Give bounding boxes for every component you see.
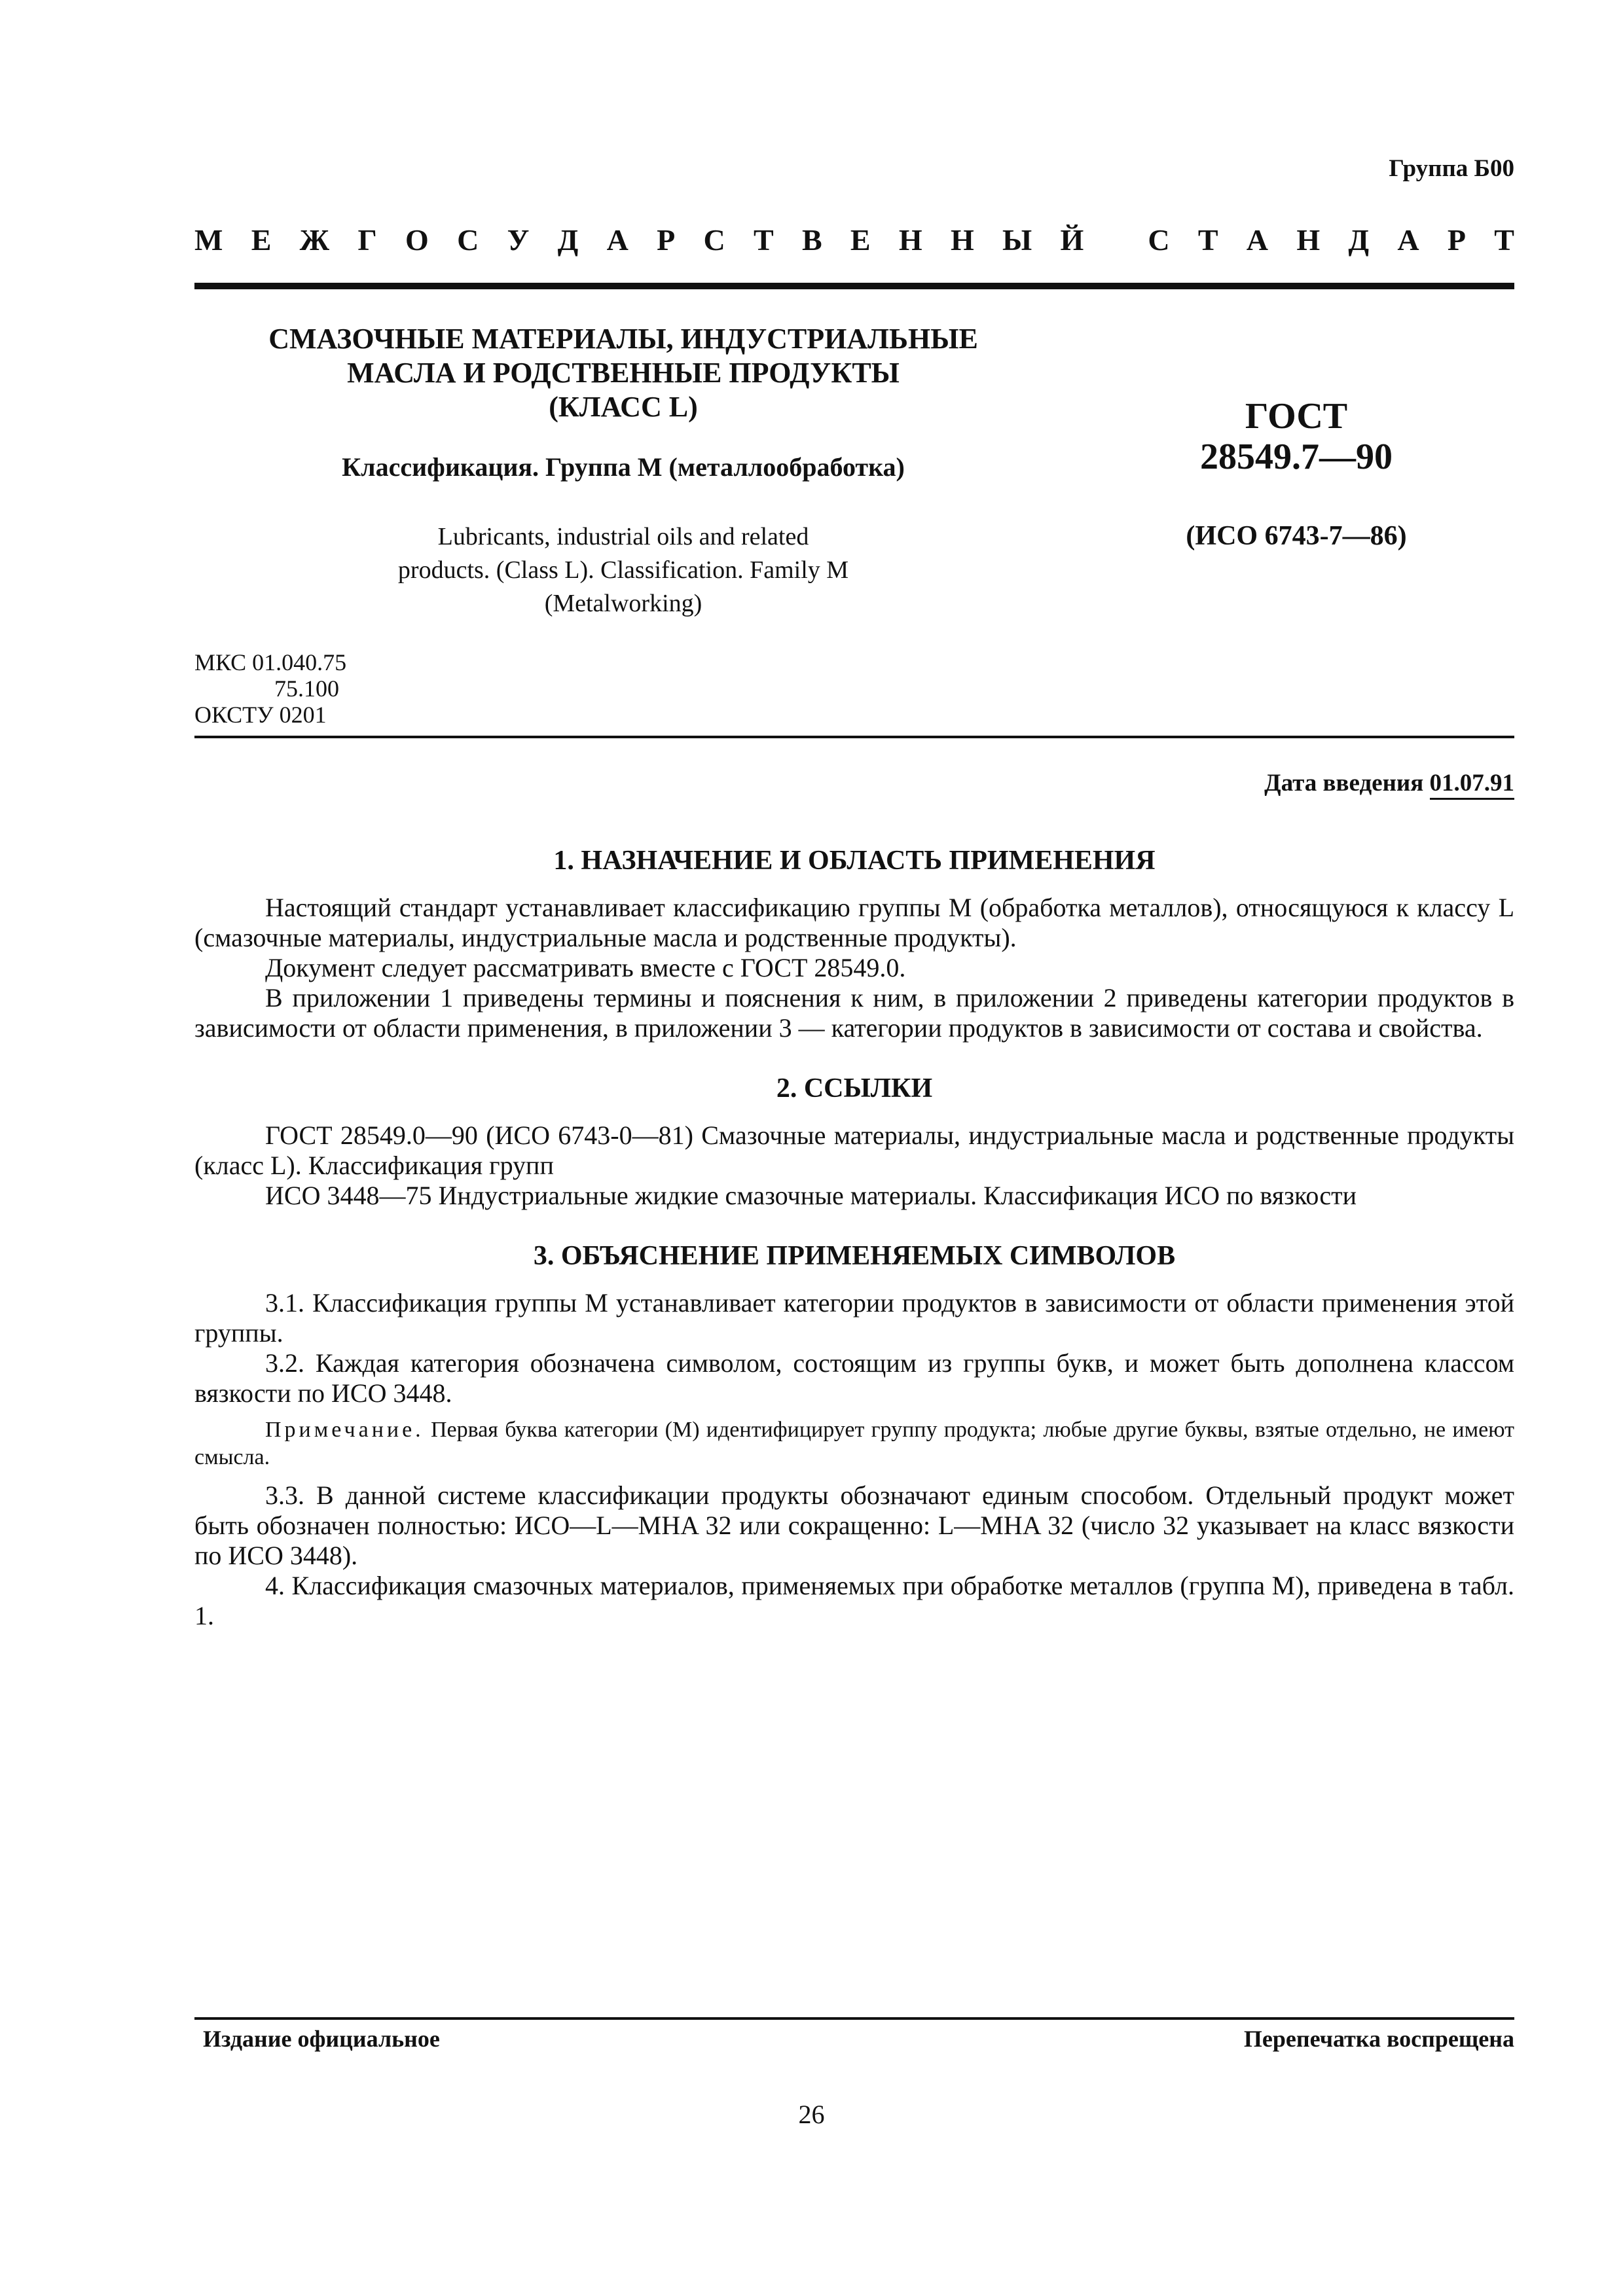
mks-code-2: 75.100 [274,675,339,702]
heading-letter: В [801,223,822,257]
gost-label: ГОСТ [1245,396,1348,437]
reprint-prohibited: Перепечатка воспрещена [1243,2026,1514,2052]
section-2-paragraph-2: ИСО 3448—75 Индустриальные жидкие смазочные материалы. Классификация ИСО по вязкости [265,1181,1357,1210]
heading-letter: Ж [299,223,330,257]
footer-rule [194,2017,1514,2020]
official-edition: Издание официальное [203,2026,440,2052]
interstate-standard-heading [194,223,1514,257]
heading-letter: Г [357,223,377,257]
note-text: Первая буква категории (М) идентифицирует группу продукта; любые другие буквы, взятые отдельно, не имеют смысла. [194,1418,1514,1469]
heading-letter: Ы [1002,223,1032,257]
english-title-line-3: (Metalworking) [544,590,702,617]
heading-letter: С [1148,223,1170,257]
section-1-paragraph-2: Документ следует рассматривать вместе с ГОСТ 28549.0. [265,953,906,982]
page-number: 26 [798,2100,825,2129]
heading-letter: Е [850,223,871,257]
heading-letter: Н [950,223,974,257]
codes-rule [194,736,1514,738]
english-title-line-2: products. (Class L). Classification. Family M [397,556,849,584]
section-3-paragraph-3: 3.3. В данной системе классификации продукты обозначают единым способом. Отдельный продукт может быть обозначен полностью: ИСО—L—MHA 32 или сокращенно: L—MHA 32 (число 32 указывает на класс вязкости по ИСО 3448). [194,1480,1514,1570]
heading-letter: У [507,223,530,257]
date-label: Дата введения [1264,770,1430,797]
heading-letter: Н [898,223,922,257]
header-rule [194,283,1514,289]
heading-letter: Т [1197,223,1218,257]
title-line-3: (КЛАСС L) [549,391,698,423]
title-line-2: МАСЛА И РОДСТВЕННЫЕ ПРОДУКТЫ [347,357,900,389]
gost-code: 28549.7—90 [1200,437,1393,477]
title-line-1: СМАЗОЧНЫЕ МАТЕРИАЛЫ, ИНДУСТРИАЛЬНЫЕ [268,323,978,355]
heading-letter: А [606,223,629,257]
date-value: 01.07.91 [1430,770,1515,800]
heading-letter: Д [1348,223,1370,257]
okstu-code: ОКСТУ 0201 [194,702,327,728]
classification-codes [194,649,346,728]
section-3-paragraph-2: 3.2. Каждая категория обозначена символом, состоящим из группы букв, и может быть дополнена классом вязкости по ИСО 3448. [194,1348,1514,1408]
heading-letter: А [1397,223,1419,257]
section-1-title: 1. НАЗНАЧЕНИЕ И ОБЛАСТЬ ПРИМЕНЕНИЯ [553,846,1156,876]
heading-letter: О [405,223,429,257]
document-body [194,846,1514,1631]
heading-letter: Д [557,223,579,257]
heading-letter: Р [657,223,676,257]
section-3-title: 3. ОБЪЯСНЕНИЕ ПРИМЕНЯЕМЫХ СИМВОЛОВ [533,1241,1176,1271]
heading-letter: М [194,223,223,257]
section-2-paragraph-1: ГОСТ 28549.0—90 (ИСО 6743-0—81) Смазочные материалы, индустриальные масла и родственные продукты (класс L). Классификация групп [194,1121,1514,1180]
heading-letter: Н [1296,223,1321,257]
iso-number: (ИСО 6743-7—86) [1186,521,1407,551]
heading-letter: Й [1060,223,1084,257]
heading-letter: Р [1447,223,1466,257]
heading-letter: А [1246,223,1269,257]
document-title [194,322,1052,424]
section-2-title: 2. ССЫЛКИ [776,1073,933,1103]
mks-code-1: МКС 01.040.75 [194,649,347,675]
document-subtitle: Классификация. Группа М (металлообработка) [342,452,905,482]
english-title-line-1: Lubricants, industrial oils and related [437,523,809,550]
heading-letter [1112,223,1120,257]
gost-number [1080,396,1512,477]
english-title [194,520,1052,620]
group-label: Группа Б00 [1389,155,1514,182]
heading-letter: Т [1494,223,1514,257]
heading-letter: Т [753,223,774,257]
note [194,1416,1514,1471]
heading-letter: Е [251,223,272,257]
section-3-paragraph-1: 3.1. Классификация группы М устанавливает категории продуктов в зависимости от области применения этой группы. [194,1288,1514,1348]
introduction-date [1264,769,1514,797]
heading-letter: С [457,223,479,257]
section-1-paragraph-3: В приложении 1 приведены термины и пояснения к ним, в приложении 2 приведены категории продуктов в зависимости от области применения, в приложении 3 — категории продуктов в зависимости от состава и свойства. [194,983,1514,1043]
section-1-paragraph-1: Настоящий стандарт устанавливает классификацию группы М (обработка металлов), относящуюся к классу L (смазочные материалы, индустриальные масла и родственные продукты). [194,893,1514,952]
note-label: Примечание. [265,1418,424,1442]
heading-letter: С [703,223,725,257]
section-4-paragraph-1: 4. Классификация смазочных материалов, применяемых при обработке металлов (группа М), приведена в табл. 1. [194,1571,1514,1630]
